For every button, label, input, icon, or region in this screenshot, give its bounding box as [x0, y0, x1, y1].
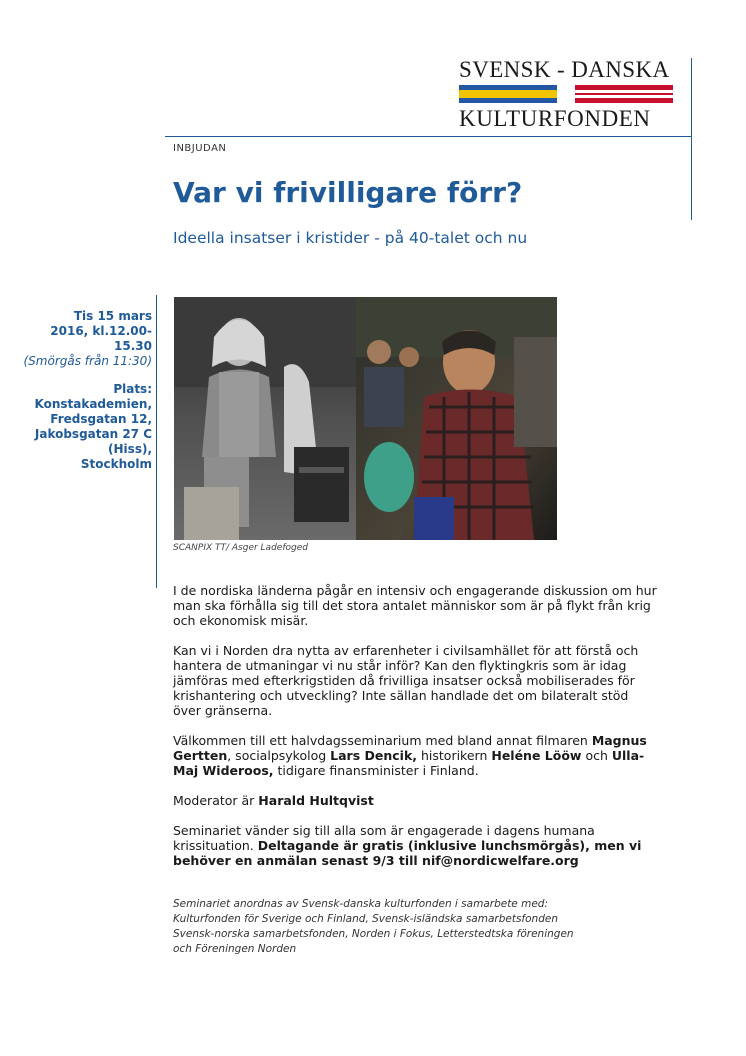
- place-line: Konstakademien,: [34, 397, 152, 411]
- footer-line: Kulturfonden för Sverige och Finland, Svensk-isländska samarbetsfonden: [173, 913, 558, 925]
- speaker-name: Lars Dencik,: [330, 748, 418, 763]
- danish-flag-stripe: [575, 85, 673, 103]
- footer-line: Seminariet anordnas av Svensk-danska kulturfonden i samarbete med:: [173, 898, 549, 910]
- paragraph: Kan vi i Norden dra nytta av erfarenheter i civilsamhället för att förstå och hantera de utmaningar vi nu står inför? Kan den flyktingkris som är idag jämföras med efterkrigstiden då frivilliga insatser också mobiliserades för krishantering och utveckling? Inte sällan handlade det om bilateralt stöd över gränserna.: [173, 643, 639, 718]
- logo-top-text: SVENSK - DANSKA: [459, 57, 670, 82]
- moderator-name: Harald Hultqvist: [258, 793, 374, 808]
- divider-top: [165, 136, 691, 137]
- divider-left: [156, 295, 157, 588]
- place-line: Jakobsgatan 27 C: [34, 427, 152, 441]
- paragraph: Seminariet vänder sig till alla som är engagerade i dagens humana krissituation. Deltagande är gratis (inklusive lunchsmörgås), men vi behöver en anmälan senast 9/3 till nif@nordicwelfare.org: [173, 823, 642, 868]
- footer-line: och Föreningen Norden: [173, 943, 297, 955]
- place-label: Plats:: [113, 382, 152, 396]
- logo: [459, 58, 673, 131]
- paragraph: Moderator är Harald Hultqvist: [173, 793, 374, 808]
- logo-flags: [459, 85, 673, 103]
- event-photo: [174, 297, 557, 540]
- registration-info: Deltagande är gratis (inklusive lunchsmörgås), men vi behöver en anmälan senast 9/3 till nif@nordicwelfare.org: [173, 838, 642, 868]
- event-info-sidebar: [16, 309, 152, 472]
- event-time-line: 15.30: [114, 339, 152, 353]
- event-date-line: Tis 15 mars: [73, 309, 152, 323]
- body-text: [173, 583, 658, 883]
- document-label: INBJUDAN: [173, 143, 227, 154]
- photo-caption: SCANPIX TT/ Asger Ladefoged: [173, 543, 308, 553]
- swedish-flag-stripe: [459, 85, 557, 103]
- organizers-note: [173, 897, 653, 957]
- logo-bottom-text: KULTURFONDEN: [459, 106, 651, 131]
- place-line: Stockholm: [80, 457, 152, 471]
- paragraph: I de nordiska länderna pågår en intensiv och engagerande diskussion om hur man ska förhålla sig till det stora antalet människor som är på flykt från krig och ekonomisk misär.: [173, 583, 657, 628]
- footer-line: Svensk-norska samarbetsfonden, Norden i Fokus, Letterstedtska föreningen: [173, 928, 574, 940]
- paragraph: Välkommen till ett halvdagsseminarium med bland annat filmaren Magnus Gertten, socialpsykolog Lars Dencik, historikern Heléne Lööw och Ulla-Maj Wideroos, tidigare finansminister i Finland.: [173, 733, 647, 778]
- event-date-line: 2016, kl.12.00-: [50, 324, 152, 338]
- page-subtitle: Ideella insatser i kristider - på 40-talet och nu: [173, 229, 528, 247]
- place-line: (Hiss),: [108, 442, 152, 456]
- page-title: Var vi frivilligare förr?: [173, 176, 523, 209]
- refugee-photo: [356, 297, 557, 540]
- divider-right: [691, 58, 692, 220]
- historical-photo: [174, 297, 356, 540]
- speaker-name: Heléne Lööw: [491, 748, 582, 763]
- smorgas-note: (Smörgås från 11:30): [23, 354, 152, 368]
- speaker-name: Ulla-Maj Wideroos,: [173, 748, 645, 778]
- speaker-name: Magnus Gertten: [173, 733, 647, 763]
- place-line: Fredsgatan 12,: [50, 412, 152, 426]
